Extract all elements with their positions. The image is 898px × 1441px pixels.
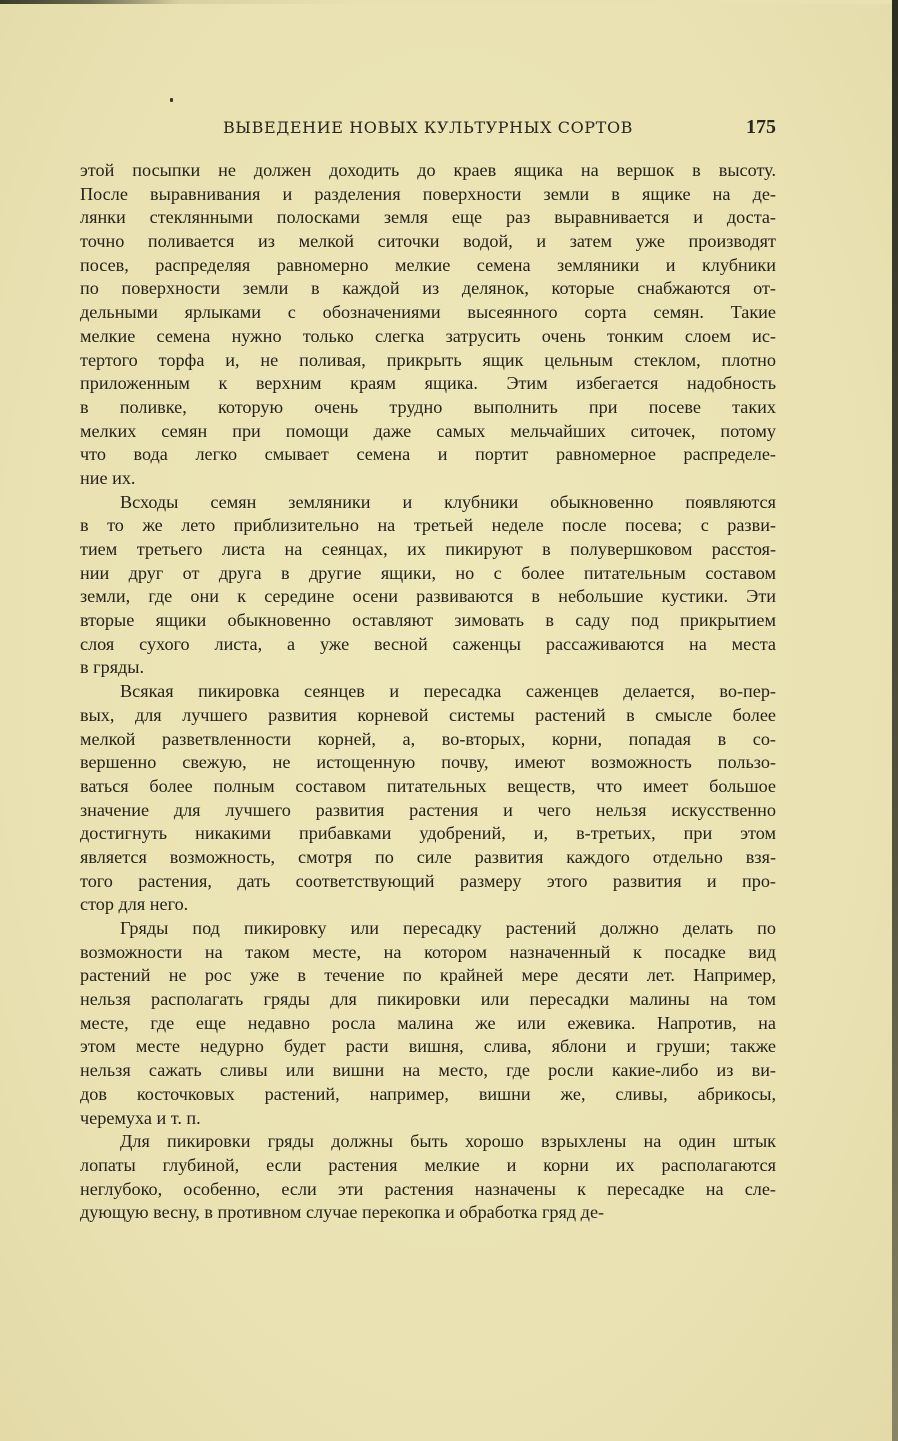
text-line: в поливке, которую очень трудно выполнить при посеве таких bbox=[80, 396, 776, 417]
text-line: растений не рос уже в течение по крайней мере десяти лет. Например, bbox=[80, 965, 776, 986]
text-line: этой посыпки не должен доходить до краев ящика на вершок в высоту. bbox=[80, 160, 776, 180]
text-line: дельными ярлыками с обозначениями высеянного сорта семян. Такие bbox=[80, 302, 776, 323]
text-line: слоя сухого листа, а уже весной саженцы рассаживаются на места bbox=[80, 633, 776, 654]
paragraph bbox=[80, 1130, 776, 1225]
text-line: дов косточковых растений, например, вишни же, сливы, абрикосы, bbox=[80, 1083, 776, 1104]
scan-edge-top bbox=[0, 0, 898, 4]
text-line: Для пикировки гряды должны быть хорошо взрыхлены на один штык bbox=[120, 1131, 776, 1152]
text-line: вершенно свежую, не истощенную почву, имеют возможность пользо- bbox=[80, 752, 776, 773]
text-line: вых, для лучшего развития корневой системы растений в смысле более bbox=[80, 704, 776, 725]
scan-edge-right bbox=[892, 0, 898, 1441]
running-head bbox=[80, 114, 776, 142]
paragraph bbox=[80, 491, 776, 681]
text-line: приложенным к верхним краям ящика. Этим избегается надобность bbox=[80, 373, 776, 394]
text-line: мелких семян при помощи даже самых мельчайших ситочек, потому bbox=[80, 420, 776, 441]
text-line: по поверхности земли в каждой из делянок, которые снабжаются от- bbox=[80, 278, 776, 299]
paragraph bbox=[80, 917, 776, 1130]
text-line: нельзя сажать сливы или вишни на место, где росли какие-либо из ви- bbox=[80, 1060, 776, 1081]
text-line: является возможность, смотря по силе развития каждого отдельно взя- bbox=[80, 846, 776, 867]
text-line: Всякая пикировка сеянцев и пересадка саженцев делается, во-пер- bbox=[120, 681, 776, 702]
text-line: земли, где они к середине осени развиваются в небольшие кустики. Эти bbox=[80, 586, 776, 607]
text-line: возможности на таком месте, на котором назначенный к посадке вид bbox=[80, 941, 776, 962]
text-line: точно поливается из мелкой ситочки водой, и затем уже производят bbox=[80, 231, 776, 252]
text-line: достигнуть никакими прибавками удобрений, и, в-третьих, при этом bbox=[80, 823, 776, 844]
text-line: дующую весну, в противном случае перекопка и обработка гряд де- bbox=[80, 1202, 605, 1223]
text-line: мелкой разветвленности корней, а, во-вторых, корни, попадая в со- bbox=[80, 728, 776, 749]
text-line: в гряды. bbox=[80, 657, 145, 678]
text-line: нии друг от друга в другие ящики, но с более питательным составом bbox=[80, 562, 776, 583]
text-line: мелкие семена нужно только слегка затрусить очень тонким слоем ис- bbox=[80, 325, 776, 346]
text-line: в то же лето приблизительно на третьей неделе после посева; с разви- bbox=[80, 515, 776, 536]
text-line: этом месте недурно будет расти вишня, слива, яблони и груши; также bbox=[80, 1036, 776, 1057]
text-line: Гряды под пикировку или пересадку растений должно делать по bbox=[120, 918, 776, 938]
paragraph bbox=[80, 159, 776, 491]
text-line: ние их. bbox=[80, 467, 136, 488]
page-number: 175 bbox=[746, 116, 776, 138]
text-line: того растения, дать соответствующий размеру этого развития и про- bbox=[80, 870, 776, 891]
running-title: ВЫВЕДЕНИЕ НОВЫХ КУЛЬТУРНЫХ СОРТОВ bbox=[222, 118, 634, 137]
text-line: ваться более полным составом питательных веществ, что имеет большое bbox=[80, 775, 776, 796]
text-line: После выравнивания и разделения поверхности земли в ящике на де- bbox=[80, 183, 776, 204]
text-line: тием третьего листа на сеянцах, их пикируют в полувершковом расстоя- bbox=[80, 539, 776, 559]
body-text bbox=[80, 159, 776, 1225]
paragraph bbox=[80, 680, 776, 917]
text-line: что вода легко смывает семена и портит равномерное распределе- bbox=[80, 444, 776, 465]
text-line: неглубоко, особенно, если эти растения назначены к пересадке на сле- bbox=[80, 1178, 776, 1199]
text-line: месте, где еще недавно росла малина же или ежевика. Напротив, на bbox=[80, 1012, 776, 1033]
print-speck bbox=[170, 98, 173, 102]
text-line: Всходы семян земляники и клубники обыкновенно появляются bbox=[120, 491, 776, 512]
text-line: лопаты глубиной, если растения мелкие и корни их располагаются bbox=[80, 1154, 776, 1175]
text-line: вторые ящики обыкновенно оставляют зимовать в саду под прикрытием bbox=[80, 610, 776, 631]
text-line: лянки стеклянными полосками земля еще раз выравнивается и доста- bbox=[80, 207, 776, 228]
text-line: черемуха и т. п. bbox=[80, 1107, 201, 1128]
text-line: посев, распределяя равномерно мелкие семена земляники и клубники bbox=[80, 254, 776, 275]
text-line: значение для лучшего развития растения и чего нельзя искусственно bbox=[80, 799, 776, 820]
text-line: стор для него. bbox=[80, 894, 189, 915]
text-line: тертого торфа и, не поливая, прикрыть ящик цельным стеклом, плотно bbox=[80, 349, 776, 370]
text-line: нельзя располагать гряды для пикировки или пересадки малины на том bbox=[80, 989, 776, 1010]
